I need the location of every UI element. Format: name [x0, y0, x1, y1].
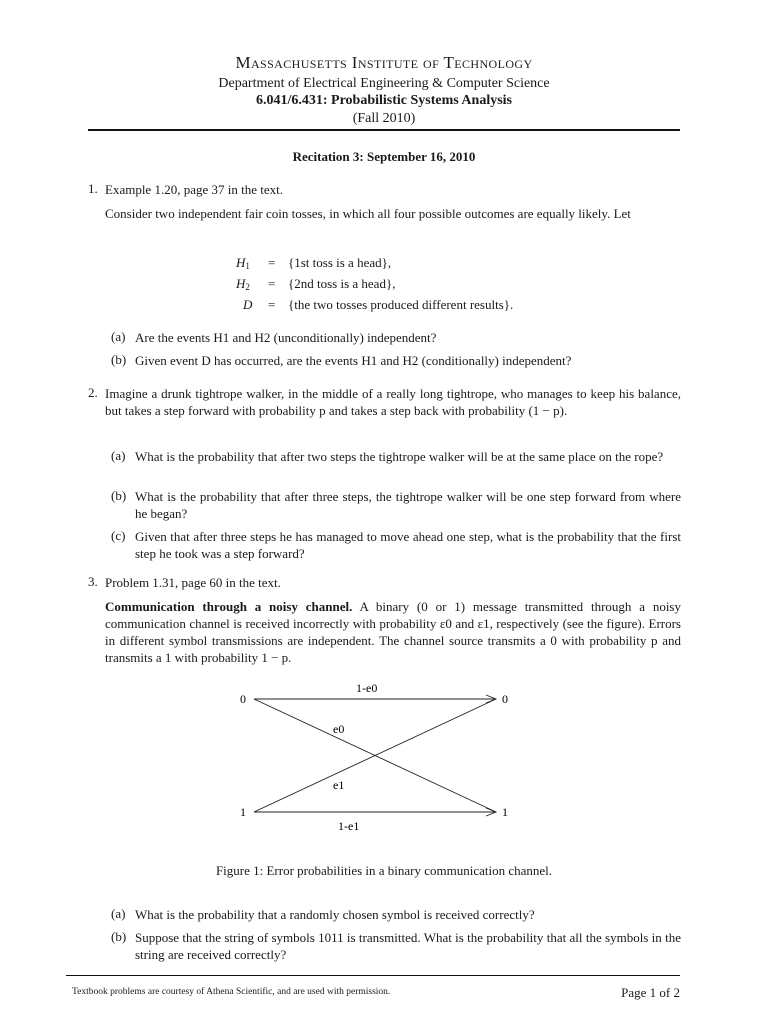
top-edge-label: 1-e0: [356, 681, 378, 695]
part-label: (c): [111, 528, 126, 543]
recitation-title: Recitation 3: September 16, 2010: [292, 149, 476, 164]
institution-name: Massachusetts Institute of Technology: [235, 53, 533, 72]
problem-1-intro: Consider two independent fair coin tosses, in which all four possible outcomes are equally likely. Let: [105, 206, 631, 221]
definition-rhs: {2nd toss is a head},: [288, 276, 396, 291]
footer-note: Textbook problems are courtesy of Athena Scientific, and are used with permission.: [72, 987, 391, 997]
header-rule: [88, 129, 680, 131]
part-text: What is the probability that a randomly chosen symbol is received correctly?: [135, 907, 535, 922]
equals-sign: =: [268, 276, 276, 291]
part-text: Are the events H1 and H2 (unconditionally) independent?: [135, 330, 437, 345]
output-0-label: 0: [502, 692, 508, 706]
definition-rhs: {1st toss is a head},: [288, 255, 392, 270]
term: (Fall 2010): [352, 111, 416, 126]
definition-lhs: $H_2$: [236, 276, 250, 292]
part-label: (a): [111, 906, 126, 921]
problem-3-source: Problem 1.31, page 60 in the text.: [105, 575, 281, 590]
part-text: Suppose that the string of symbols 1011 is transmitted. What is the probability that all the symbols in the string are received correctly?: [135, 930, 681, 962]
problem-3-text: A binary (0 or 1) message transmitted through a noisy communication channel is received incorrectly with probability ε0 and ε1, respectively (see the figure). Errors in different symbol transmissions are independent. The channel source transmits a 0 with probability p and transmits a 1 with probability 1 − p.: [105, 599, 681, 665]
part-text: Given that after three steps he has managed to move ahead one step, what is the probability that the first step he took was a step forward?: [135, 529, 681, 561]
cross-0-label: e0: [333, 722, 345, 736]
input-0-label: 0: [240, 692, 246, 706]
definition-lhs: $H_1$: [236, 255, 250, 271]
part-text: Given event D has occurred, are the events H1 and H2 (conditionally) independent?: [135, 353, 572, 368]
equals-sign: =: [268, 297, 276, 312]
cross-1-label: e1: [333, 778, 345, 792]
problem-2-intro: Imagine a drunk tightrope walker, in the middle of a really long tightrope, who manages to keep his balance, but takes a step forward with probability p and takes a step back with probability (1 − p).: [105, 386, 681, 418]
footer-rule: [66, 975, 680, 976]
part-text: What is the probability that after two steps the tightrope walker will be at the same place on the rope?: [135, 449, 664, 464]
part-label: (b): [111, 929, 127, 944]
problem-2-number: 2.: [88, 385, 98, 400]
problem-3-intro: [105, 598, 681, 666]
department-name: Department of Electrical Engineering & Computer Science: [218, 76, 550, 91]
part-label: (a): [111, 448, 126, 463]
output-1-label: 1: [502, 805, 508, 819]
bottom-edge-label: 1-e1: [338, 819, 360, 833]
input-1-label: 1: [240, 805, 246, 819]
figure-caption: Figure 1: Error probabilities in a binary communication channel.: [215, 863, 553, 878]
channel-diagram: [228, 678, 528, 838]
problem-3-number: 3.: [88, 574, 98, 589]
part-label: (b): [111, 352, 127, 367]
definition-lhs: D: [243, 297, 253, 312]
problem-3-lead: Communication through a noisy channel.: [105, 599, 353, 614]
part-label: (a): [111, 329, 126, 344]
page-number: Page 1 of 2: [621, 985, 680, 1000]
problem-1-source: Example 1.20, page 37 in the text.: [105, 182, 283, 197]
course-title: 6.041/6.431: Probabilistic Systems Analysis: [255, 93, 513, 108]
part-label: (b): [111, 488, 127, 503]
part-text: What is the probability that after three steps, the tightrope walker will be one step forward from where he began?: [135, 489, 681, 521]
problem-1-number: 1.: [88, 181, 98, 196]
equals-sign: =: [268, 255, 276, 270]
definition-rhs: {the two tosses produced different results}.: [288, 297, 514, 312]
